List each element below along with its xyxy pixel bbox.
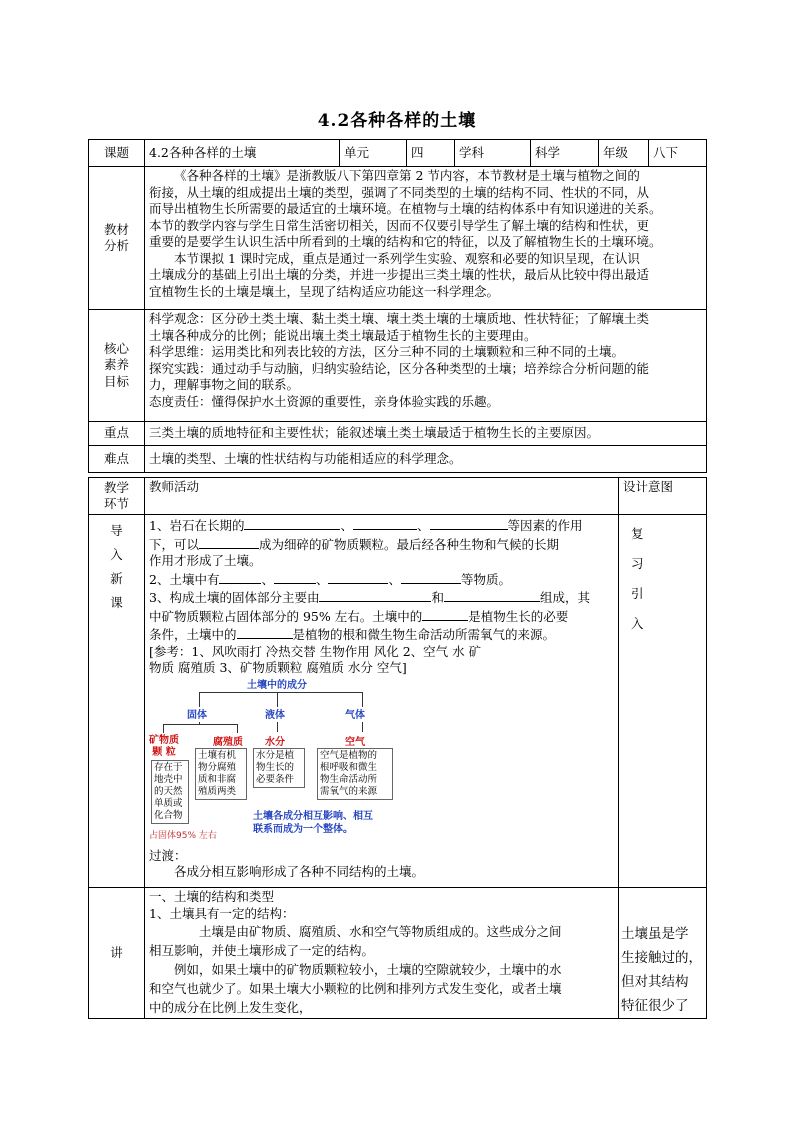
box-humus: 土壤有机 物分腐殖 质和非腐 殖质两类 <box>195 748 247 800</box>
intent-char: 复 <box>631 526 644 541</box>
teaching-process-table <box>88 477 707 1019</box>
process-col1-header <box>89 478 145 515</box>
diagram-gas: 气体 <box>345 709 365 721</box>
topic-value: 4.2各种各样的土壤 <box>145 140 340 167</box>
diagram-title: 土壤中的成分 <box>247 679 307 691</box>
difficulty-text: 土壤的类型、土壤的性状结构与功能相适应的科学理念。 <box>145 446 707 473</box>
page-title: 4.2各种各样的土壤 <box>317 111 477 131</box>
lesson-info-table <box>88 139 707 473</box>
soil-composition-diagram <box>149 678 401 848</box>
intro-content: 1、岩石在长期的 、 、 等因素的作用 下，可以 成为细碎的矿物质颗粒。最后经各种生物和气候的长期 作用才形成了土壤。 2、土壤中有 、 、 、 等物质。 3、构成土壤的固体部分主要由 和 组成，其 中矿物质颗粒占固体部分的 95% 左右。土壤中的 是植物生长的必要 条件，土壤中的 是植物的根和微生物生命活动所需氧气的来源。 [参考：1、风吹雨打 冷热交替 生物作用 风化 2、空气 水 矿 物质 腐殖质 3、矿物质颗粒 腐殖质 水分 空气] 土壤中的成分 固体 液体 气体 矿物质 颗 粒 腐殖质 水分 空气 存在于 地壳中 的天然 单质或 化合物 土壤有机 物分腐殖 质和非腐 殖质两类 水分是植 物生长的 必要条件 空气是植物的 根呼吸和微生 物生命活动所 需氧气的来源 占固体95% 左右 土壤各成分相互影响、相互 联系而成为一个整体。 过渡： 各成分相互影响形成了各种不同结构的土壤。 <box>145 515 619 888</box>
subsection-heading: 1、土壤具有一定的结构： <box>149 905 295 921</box>
core-line: 探究实践：通过动手与动脑，归纳实验结论，区分各种类型的土壤；培养综合分析问题的能 <box>149 360 650 376</box>
process-col1-line2: 环节 <box>103 496 129 511</box>
analysis-line: 本节课拟 1 课时完成，重点是通过一系列学生实验、观察和必要的知识呈现，在认识 <box>174 250 640 266</box>
core-line: 科学观念：区分砂土类土壤、黏土类土壤、壤土类土壤的土壤质地、性状特征；了解壤土类 <box>149 311 650 326</box>
grade-value: 八下 <box>649 140 707 167</box>
subject-value: 科学 <box>531 140 599 167</box>
section-teach-label: 讲 <box>89 888 145 1019</box>
analysis-label <box>89 167 145 310</box>
intent-char: 习 <box>631 556 644 571</box>
box-water: 水分是植 物生长的 必要条件 <box>253 748 305 788</box>
diagram-liquid: 液体 <box>265 709 285 721</box>
unit-label: 单元 <box>340 140 407 167</box>
process-col3-header: 设计意图 <box>619 478 707 515</box>
reference-answer-1: [参考：1、风吹雨打 冷热交替 生物作用 风化 2、空气 水 矿 <box>149 643 482 659</box>
note-interaction: 土壤各成分相互影响、相互 联系而成为一个整体。 <box>253 810 373 835</box>
topic-label: 课题 <box>89 140 145 167</box>
process-col2-header: 教师活动 <box>145 478 619 515</box>
analysis-label-1: 教材 <box>103 221 129 237</box>
core-line: 土壤各种成分的比例；能说出壤土类土壤最适于植物生长的主要理由。 <box>149 327 537 343</box>
core-line: 力，理解事物之间的联系。 <box>149 377 300 392</box>
core-label-1: 核心 <box>103 340 129 356</box>
diagram-connector <box>163 724 164 733</box>
core-label <box>89 310 145 422</box>
core-line: 科学思维：运用类比和列表比较的方法，区分三种不同的土壤颗粒和三种不同的土壤。 <box>149 344 625 359</box>
difficulty-label: 难点 <box>89 446 145 473</box>
core-label-3: 目标 <box>103 373 129 389</box>
subject-label: 学科 <box>455 140 531 167</box>
section-intro-char: 导 <box>110 523 123 538</box>
key-point-label: 重点 <box>89 422 145 446</box>
transition-label: 过渡： <box>149 847 187 863</box>
diagram-connector <box>277 692 278 707</box>
section-intro-label <box>89 515 145 888</box>
diagram-connector <box>199 692 363 693</box>
analysis-line: 重要的是要学生认识生活中所看到的土壤的结构和它的特征，以及了解植物生长的土壤环境。 <box>149 234 662 249</box>
intent-char: 入 <box>631 616 644 631</box>
question-1: 1、岩石在长期的 、 、 等因素的作用 <box>149 518 583 533</box>
diagram-mineral: 矿物质 颗 粒 <box>149 734 179 758</box>
section-intro-char: 课 <box>110 595 123 610</box>
core-line: 态度责任：懂得保护水土资源的重要性，亲身体验实践的乐趣。 <box>149 393 500 409</box>
section-heading: 一、土壤的结构和类型 <box>149 889 275 904</box>
analysis-line: 土壤成分的基础上引出土壤的分类，并进一步提出三类土壤的性状，最后从比较中得出最适 <box>149 267 650 282</box>
question-3: 3、构成土壤的固体部分主要由 和 组成，其 <box>149 590 590 605</box>
diagram-connector <box>362 722 363 732</box>
unit-value: 四 <box>407 140 455 167</box>
core-label-2: 素养 <box>103 357 129 373</box>
diagram-humus: 腐殖质 <box>213 736 243 748</box>
box-air: 空气是植物的 根呼吸和微生 物生命活动所 需氧气的来源 <box>317 748 393 800</box>
intent-teach: 土壤虽是学 生接触过的， 但对其结构 特征很少了 <box>619 888 707 1019</box>
reference-answer-2: 物质 腐殖质 3、矿物质颗粒 腐殖质 水分 空气] <box>149 660 407 675</box>
section-intro-char: 入 <box>110 547 123 562</box>
diagram-connector <box>199 692 200 707</box>
analysis-line: 本节的教学内容与学生日常生活密切相关，因而不仅要引导学生了解土壤的结构和性状，更 <box>149 217 650 233</box>
note-mineral-ratio: 占固体95% 左右 <box>149 830 217 841</box>
diagram-connector <box>362 692 363 707</box>
diagram-air: 空气 <box>345 736 365 748</box>
analysis-content <box>145 167 707 310</box>
analysis-line: 宜植物生长的土壤是壤土，呈现了结构适应功能这一科学理念。 <box>149 283 500 299</box>
intent-char: 引 <box>631 586 644 601</box>
diagram-water: 水分 <box>265 736 285 748</box>
process-col1-line1: 教学 <box>103 479 129 495</box>
section-intro-char: 新 <box>110 571 123 586</box>
diagram-connector <box>277 722 278 732</box>
analysis-line: 而导出植物生长所需要的最适宜的土壤环境。在植物与土壤的结构体系中有知识递进的关系。 <box>149 201 662 216</box>
analysis-line: 衔接，从土壤的组成提出土壤的类型，强调了不同类型的土壤的结构不同、性状的不同，从 <box>149 184 650 200</box>
core-content <box>145 310 707 422</box>
analysis-label-2: 分析 <box>103 238 129 253</box>
box-mineral: 存在于 地壳中 的天然 单质或 化合物 <box>151 760 189 824</box>
intent-intro <box>619 515 707 888</box>
diagram-connector <box>163 724 237 725</box>
diagram-solid: 固体 <box>187 709 207 721</box>
diagram-connector <box>199 722 200 725</box>
question-2: 2、土壤中有 、 、 、 等物质。 <box>149 571 512 587</box>
teach-content: 一、土壤的结构和类型 1、土壤具有一定的结构： 土壤是由矿物质、腐殖质、水和空气等物质组成的。这些成分之间 相互影响，并使土壤形成了一定的结构。 例如，如果土壤中的矿物质颗粒较小，土壤的空隙就较少，土壤中的水 和空气也就少了。如果土壤大小颗粒的比例和排列方式发生变化，或者土壤 中的成分在比例上发生变化， <box>145 888 619 1019</box>
diagram-connector <box>237 724 238 733</box>
grade-label: 年级 <box>599 140 649 167</box>
analysis-line: 《各种各样的土壤》是浙教版八下第四章第 2 节内容，本节教材是土壤与植物之间的 <box>174 168 640 183</box>
transition-text: 各成分相互影响形成了各种不同结构的土壤。 <box>174 864 425 879</box>
key-point-text: 三类土壤的质地特征和主要性状；能叙述壤土类土壤最适于植物生长的主要原因。 <box>145 422 707 446</box>
